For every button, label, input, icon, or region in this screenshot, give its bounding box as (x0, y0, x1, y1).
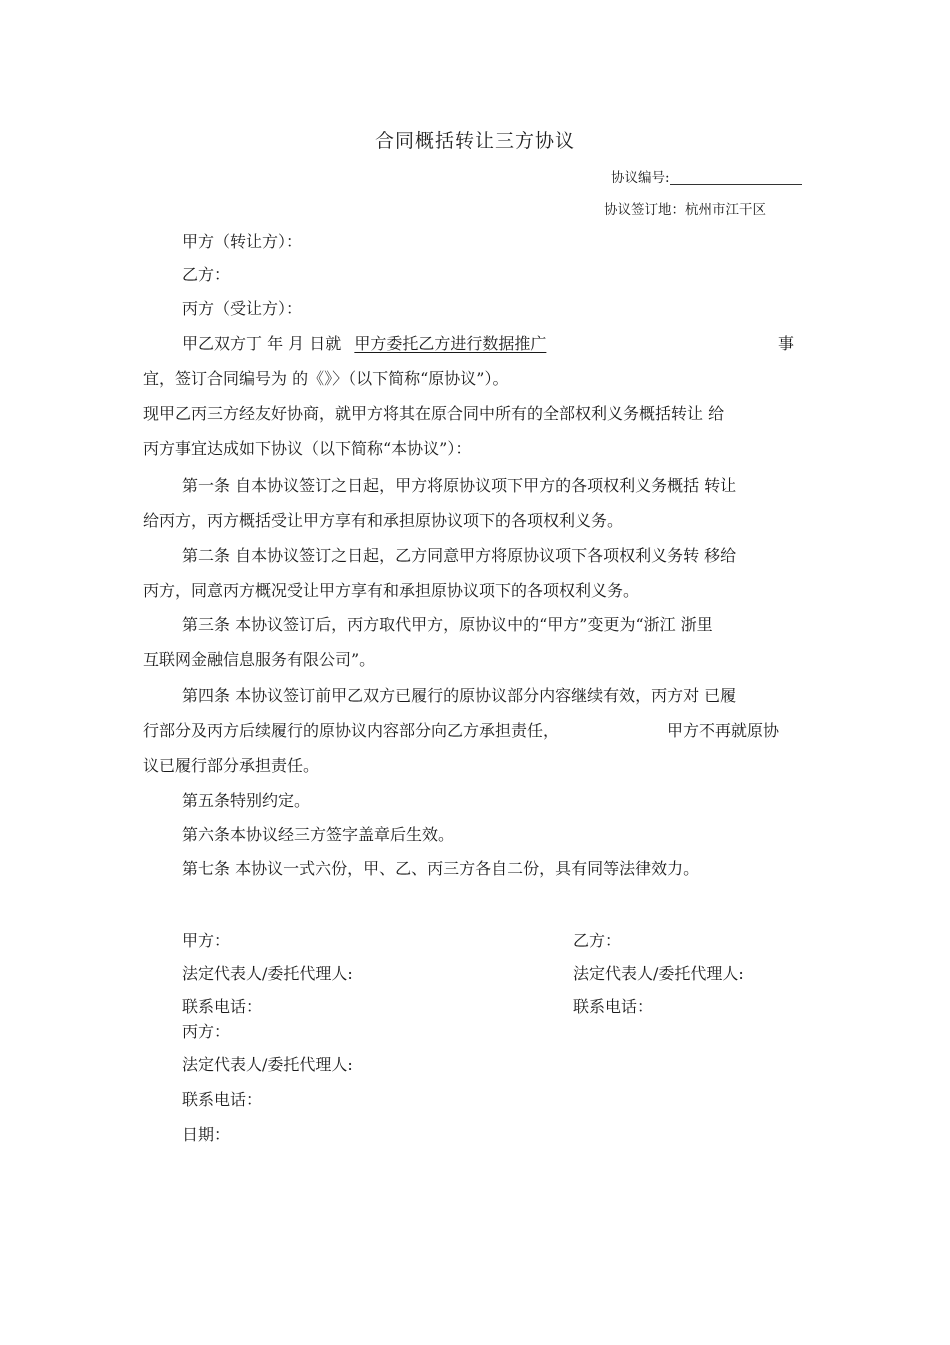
signing-place-value: 杭州市江干区 (685, 202, 766, 218)
preamble-line-3: 现甲乙丙三方经友好协商，就甲方将其在原合同中所有的全部权利义务概括转让 给 (143, 404, 725, 423)
preamble-line-2: 宜，签订合同编号为 的《》〉（以下简称“原协议”）。 (143, 369, 509, 388)
signing-place-label: 协议签订地： (604, 202, 685, 218)
preamble-line-1 (182, 334, 546, 354)
signature-date: 日期： (182, 1125, 231, 1144)
article-1-line-2: 给丙方，丙方概括受让甲方享有和承担原协议项下的各项权利义务。 (143, 511, 624, 530)
party-c-line: 丙方（受让方）： (182, 299, 303, 318)
signature-c-phone: 联系电话： (182, 1090, 263, 1109)
signature-a-phone: 联系电话： (182, 997, 263, 1016)
signature-b-representative: 法定代表人/委托代理人: (573, 964, 744, 983)
article-6: 第六条本协议经三方签字盖章后生效。 (182, 825, 455, 844)
article-2-line-1: 第二条 自本协议签订之日起，乙方同意甲方将原协议项下各项权利义务转 移给 (182, 546, 737, 565)
article-5: 第五条特别约定。 (182, 791, 311, 810)
article-7: 第七条 本协议一式六份，甲、乙、丙三方各自二份，具有同等法律效力。 (182, 859, 700, 878)
article-3-line-2: 互联网金融信息服务有限公司”。 (143, 650, 376, 669)
article-4-line-1: 第四条 本协议签订前甲乙双方已履行的原协议部分内容继续有效，丙方对 已履 (182, 686, 737, 705)
page-title: 合同概括转让三方协议 (374, 130, 575, 152)
signature-a-representative: 法定代表人/委托代理人: (182, 964, 353, 983)
agreement-number-label: 协议编号: (611, 170, 670, 186)
agreement-number-line (611, 166, 802, 186)
article-4-line-2-end: 甲方不再就原协 (667, 721, 780, 740)
signature-c-representative: 法定代表人/委托代理人: (182, 1055, 353, 1074)
preamble-date-text: 甲乙双方丁 年 月 日就 (182, 334, 342, 353)
party-a-line: 甲方（转让方）： (182, 232, 303, 251)
signature-c-label: 丙方： (182, 1022, 231, 1041)
article-2-line-2: 丙方，同意丙方概况受让甲方享有和承担原协议项下的各项权利义务。 (143, 581, 640, 600)
party-b-line: 乙方： (182, 265, 231, 284)
article-4-line-3: 议已履行部分承担责任。 (143, 756, 320, 775)
article-4-line-2: 行部分及丙方后续履行的原协议内容部分向乙方承担责任， (143, 721, 560, 740)
preamble-line-4: 丙方事宜达成如下协议（以下简称“本协议”）： (143, 439, 472, 458)
signature-b-label: 乙方： (573, 931, 622, 950)
signature-a-label: 甲方： (182, 931, 231, 950)
signature-b-phone: 联系电话： (573, 997, 654, 1016)
preamble-subject: 甲方委托乙方进行数据推广 (354, 334, 547, 353)
article-1-line-1: 第一条 自本协议签订之日起，甲方将原协议项下甲方的各项权利义务概括 转让 (182, 476, 737, 495)
agreement-number-blank (670, 170, 802, 185)
signing-place-line (604, 198, 766, 218)
preamble-line-1-end: 事 (778, 334, 795, 353)
article-3-line-1: 第三条 本协议签订后，丙方取代甲方，原协议中的“甲方”变更为“浙江 浙里 (182, 615, 713, 634)
